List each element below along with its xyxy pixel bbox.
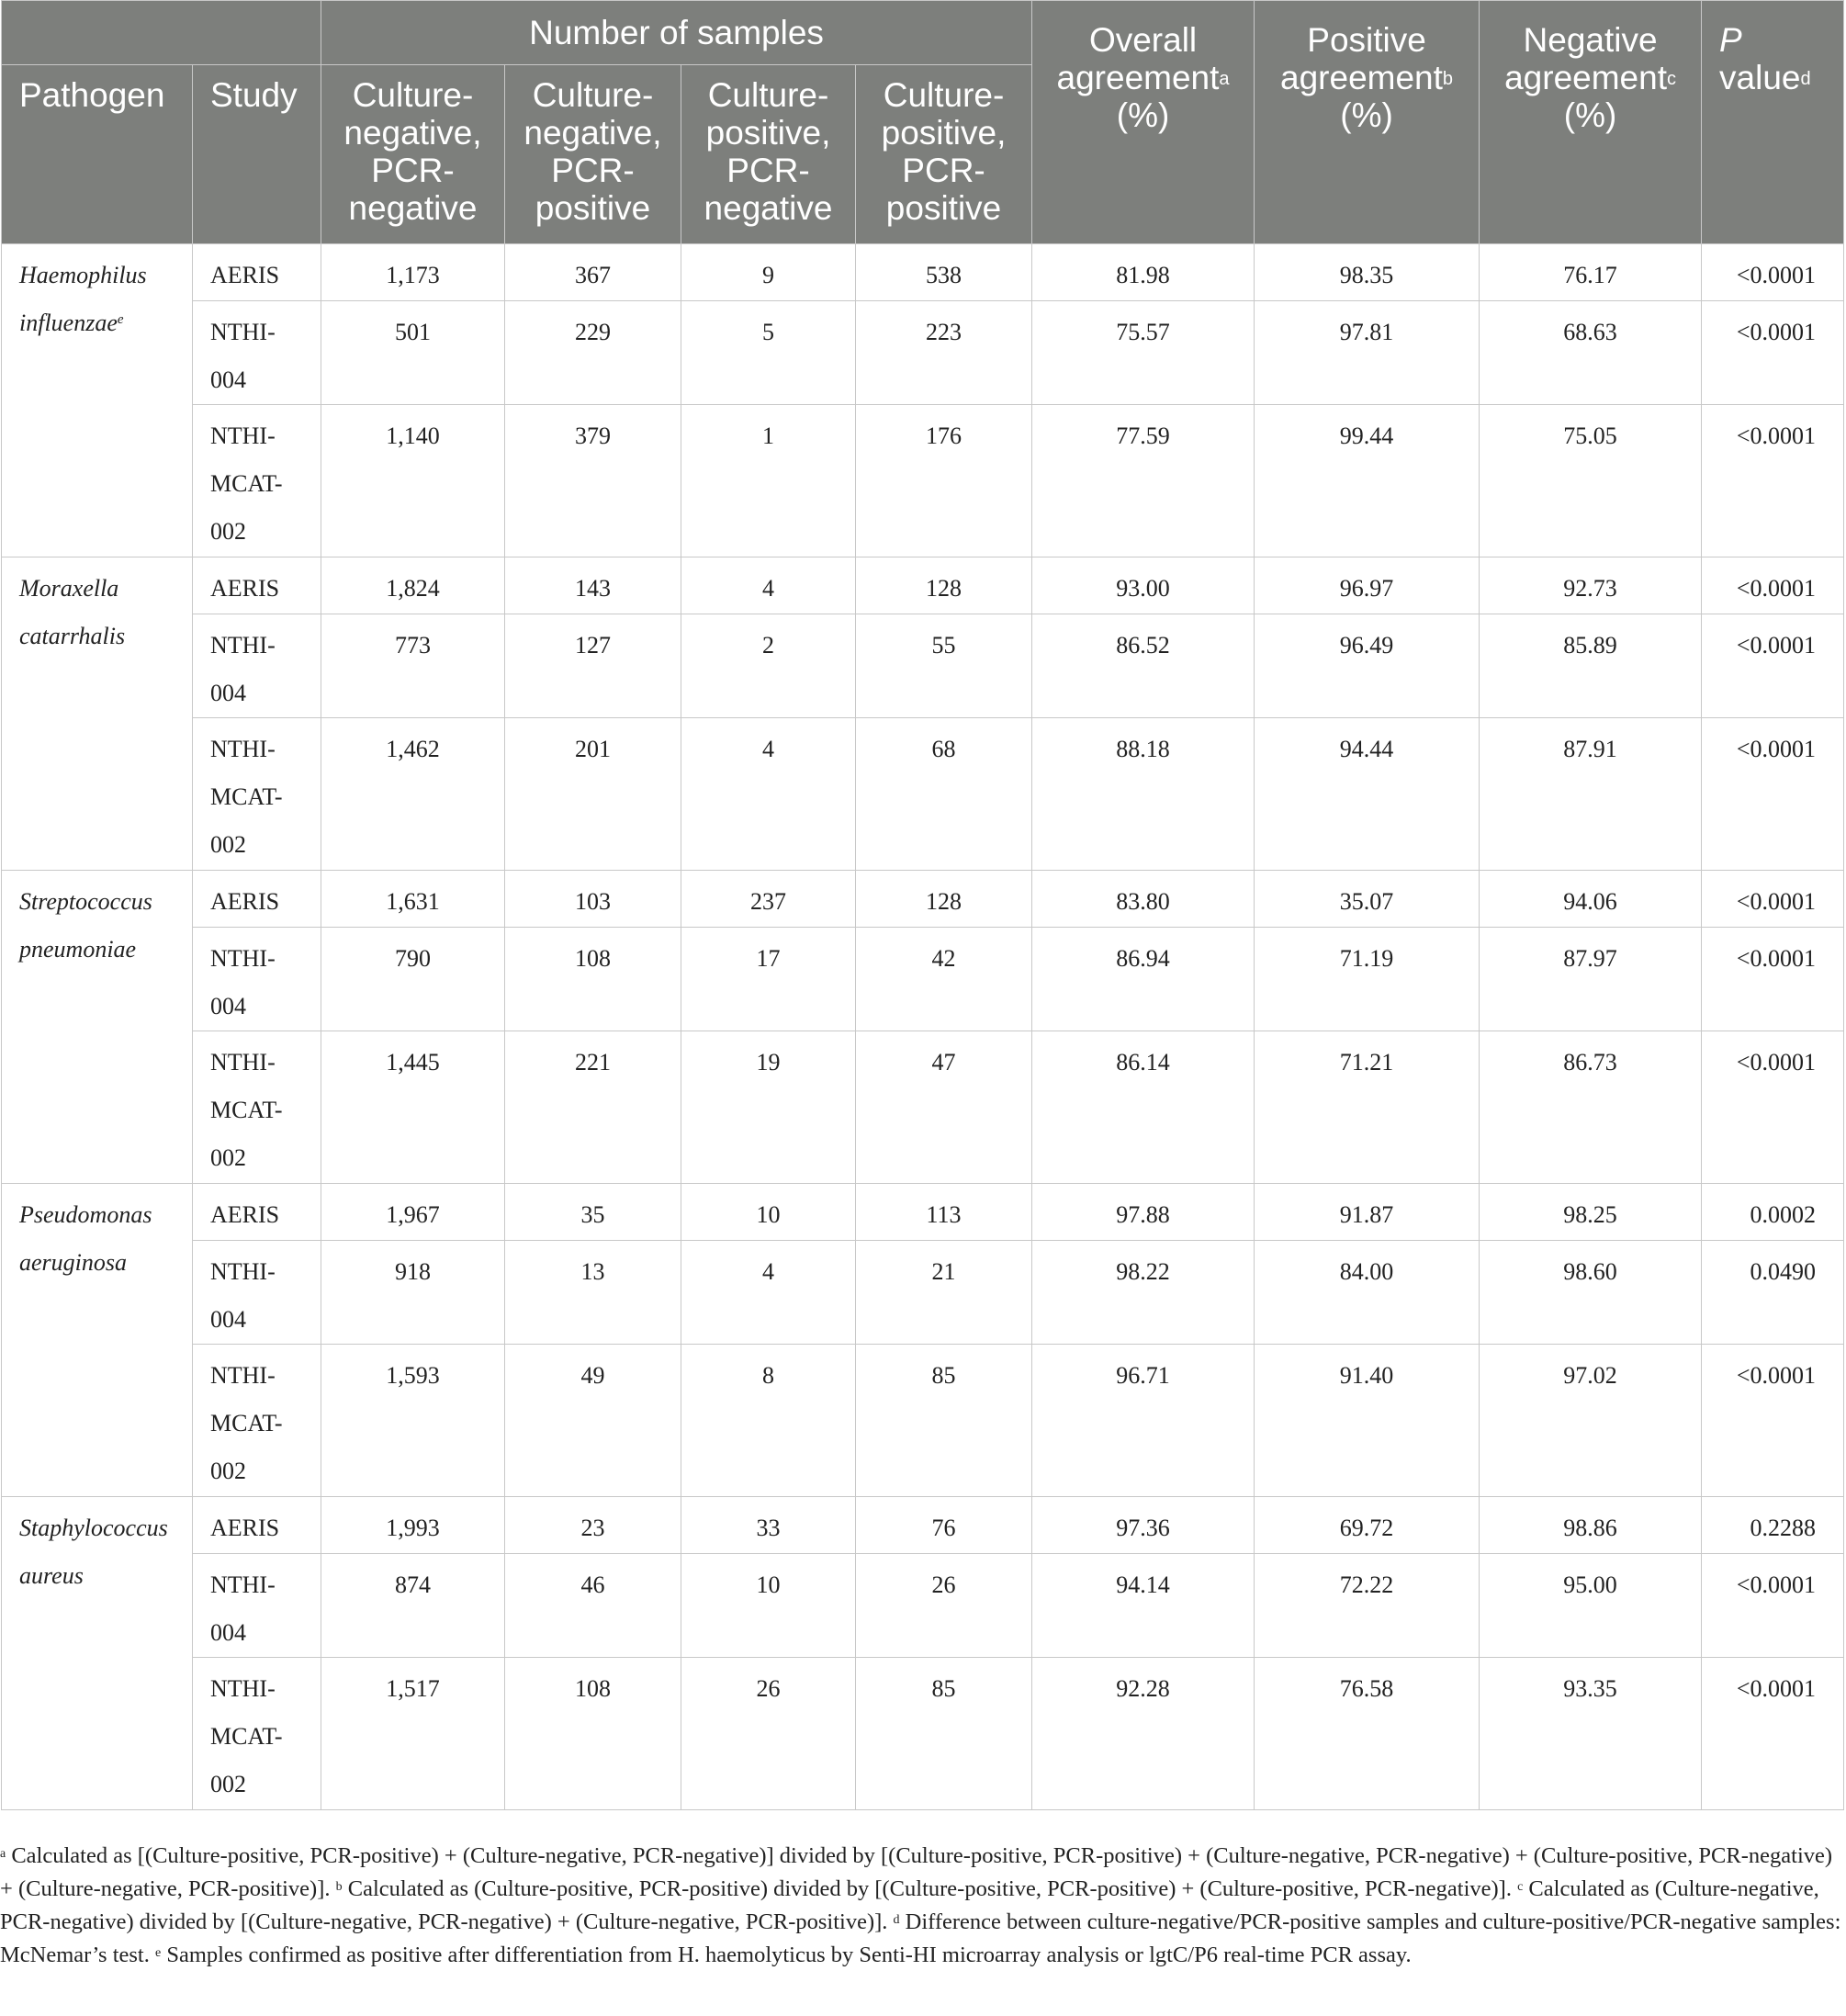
value-cell: 128 [856,871,1032,928]
table-row [2,871,1844,928]
pathogen-cell: Pseudomonas aeruginosa [2,1184,193,1497]
value-cell: 97.81 [1255,301,1480,405]
value-cell: 128 [856,557,1032,614]
value-cell: 113 [856,1184,1032,1241]
value-cell: 773 [321,614,505,718]
value-cell: 42 [856,928,1032,1031]
value-cell: 1,967 [321,1184,505,1241]
value-cell: 68.63 [1480,301,1702,405]
value-cell: 1,140 [321,405,505,557]
value-cell: <0.0001 [1702,928,1844,1031]
value-cell: 2 [681,614,856,718]
study-cell: AERIS [193,1184,321,1241]
table-row [2,928,1844,1031]
pathogen-cell: Haemophilus influenzae$^e$ [2,244,193,557]
table-row [2,1184,1844,1241]
value-cell: 1,631 [321,871,505,928]
value-cell: 918 [321,1241,505,1345]
study-cell: NTHI- MCAT- 002 [193,718,321,871]
value-cell: 367 [505,244,681,301]
footnote-c: $^c$ Calculated as (Culture-negative, PCR-negative) divided by [(Culture-negative, PCR-negative) + (Culture-negative, PCR-positive)]. [0,1876,1819,1934]
header-overall-agreement: Overall agreement$^a$ (%) [1032,1,1255,244]
table-row [2,718,1844,871]
study-cell: NTHI- MCAT- 002 [193,1345,321,1497]
value-cell: 76 [856,1497,1032,1554]
value-cell: 93.35 [1480,1658,1702,1810]
header-study: Study [193,65,321,244]
header-negative-agreement: Negative agreement$^c$ (%) [1480,1,1702,244]
value-cell: 92.28 [1032,1658,1255,1810]
value-cell: 1,462 [321,718,505,871]
value-cell: 83.80 [1032,871,1255,928]
value-cell: 96.49 [1255,614,1480,718]
value-cell: 176 [856,405,1032,557]
value-cell: 5 [681,301,856,405]
header-sample-col: Culture- negative, PCR- negative [321,65,505,244]
value-cell: 87.97 [1480,928,1702,1031]
value-cell: 96.97 [1255,557,1480,614]
value-cell: 127 [505,614,681,718]
value-cell: 91.87 [1255,1184,1480,1241]
value-cell: 26 [856,1554,1032,1658]
value-cell: 9 [681,244,856,301]
value-cell: 87.91 [1480,718,1702,871]
value-cell: 10 [681,1554,856,1658]
value-cell: 98.25 [1480,1184,1702,1241]
value-cell: <0.0001 [1702,244,1844,301]
table-row [2,244,1844,301]
value-cell: 69.72 [1255,1497,1480,1554]
study-cell: AERIS [193,557,321,614]
value-cell: 0.2288 [1702,1497,1844,1554]
value-cell: 94.44 [1255,718,1480,871]
study-cell: NTHI- MCAT- 002 [193,1658,321,1810]
header-blank [2,1,321,65]
table-row [2,1497,1844,1554]
value-cell: 33 [681,1497,856,1554]
value-cell: 91.40 [1255,1345,1480,1497]
value-cell: 221 [505,1031,681,1184]
header-sample-col: Culture- positive, PCR- positive [856,65,1032,244]
value-cell: 98.22 [1032,1241,1255,1345]
value-cell: 229 [505,301,681,405]
pathogen-cell: Staphylococcus aureus [2,1497,193,1810]
study-cell: AERIS [193,1497,321,1554]
value-cell: 49 [505,1345,681,1497]
value-cell: 99.44 [1255,405,1480,557]
study-cell: NTHI- 004 [193,614,321,718]
value-cell: 35 [505,1184,681,1241]
table-row [2,1031,1844,1184]
value-cell: 790 [321,928,505,1031]
value-cell: 201 [505,718,681,871]
value-cell: 55 [856,614,1032,718]
value-cell: 379 [505,405,681,557]
value-cell: <0.0001 [1702,1658,1844,1810]
table-row [2,301,1844,405]
value-cell: 26 [681,1658,856,1810]
value-cell: <0.0001 [1702,301,1844,405]
value-cell: <0.0001 [1702,871,1844,928]
value-cell: 85.89 [1480,614,1702,718]
value-cell: 538 [856,244,1032,301]
value-cell: 1,993 [321,1497,505,1554]
value-cell: 1,824 [321,557,505,614]
value-cell: 237 [681,871,856,928]
pathogen-cell: Moraxella catarrhalis [2,557,193,871]
study-cell: NTHI- 004 [193,928,321,1031]
value-cell: 98.60 [1480,1241,1702,1345]
value-cell: 95.00 [1480,1554,1702,1658]
value-cell: 81.98 [1032,244,1255,301]
value-cell: 1,445 [321,1031,505,1184]
pathogen-cell: Streptococcus pneumoniae [2,871,193,1184]
value-cell: <0.0001 [1702,718,1844,871]
study-cell: NTHI- MCAT- 002 [193,1031,321,1184]
value-cell: 88.18 [1032,718,1255,871]
value-cell: 75.57 [1032,301,1255,405]
value-cell: 86.14 [1032,1031,1255,1184]
header-sample-col: Culture- negative, PCR- positive [505,65,681,244]
table-row [2,405,1844,557]
value-cell: 76.17 [1480,244,1702,301]
value-cell: 4 [681,557,856,614]
study-cell: AERIS [193,871,321,928]
table-row [2,1554,1844,1658]
value-cell: 19 [681,1031,856,1184]
header-p-value: P value$^d$ [1702,1,1844,244]
value-cell: <0.0001 [1702,405,1844,557]
value-cell: 86.52 [1032,614,1255,718]
value-cell: 97.88 [1032,1184,1255,1241]
value-cell: 10 [681,1184,856,1241]
value-cell: 84.00 [1255,1241,1480,1345]
value-cell: 23 [505,1497,681,1554]
value-cell: 4 [681,718,856,871]
value-cell: 223 [856,301,1032,405]
value-cell: 98.86 [1480,1497,1702,1554]
value-cell: <0.0001 [1702,1031,1844,1184]
footnote-a: $^a$ Calculated as [(Culture-positive, PCR-positive) + (Culture-negative, PCR-negative)] divided by [(Culture-positive, PCR-positive) + (Culture-negative, PCR-negative) + (Culture-positive, PCR-negative) + (Culture-negative, PCR-positive)]. [0,1843,1833,1901]
value-cell: <0.0001 [1702,614,1844,718]
header-positive-agreement: Positive agreement$^b$ (%) [1255,1,1480,244]
footnotes [0,1840,1841,1972]
value-cell: 0.0002 [1702,1184,1844,1241]
value-cell: 94.06 [1480,871,1702,928]
value-cell: 47 [856,1031,1032,1184]
value-cell: 21 [856,1241,1032,1345]
footnote-e: $^e$ Samples confirmed as positive after differentiation from H. haemolyticus by Senti-HI microarray analysis or lgtC/P6 real-time PCR assay. [154,1943,1412,1967]
value-cell: 8 [681,1345,856,1497]
value-cell: 85 [856,1345,1032,1497]
value-cell: 94.14 [1032,1554,1255,1658]
value-cell: 71.19 [1255,928,1480,1031]
value-cell: 98.35 [1255,244,1480,301]
header-number-of-samples: Number of samples [321,1,1032,65]
value-cell: 501 [321,301,505,405]
agreement-table [1,0,1844,1810]
value-cell: 108 [505,928,681,1031]
value-cell: 68 [856,718,1032,871]
value-cell: 1,593 [321,1345,505,1497]
value-cell: 1,173 [321,244,505,301]
study-cell: NTHI- MCAT- 002 [193,405,321,557]
table-row [2,1658,1844,1810]
value-cell: 97.36 [1032,1497,1255,1554]
table-body [2,244,1844,1810]
study-cell: NTHI- 004 [193,301,321,405]
value-cell: 1,517 [321,1658,505,1810]
value-cell: 92.73 [1480,557,1702,614]
value-cell: 96.71 [1032,1345,1255,1497]
study-cell: AERIS [193,244,321,301]
value-cell: 86.73 [1480,1031,1702,1184]
value-cell: 77.59 [1032,405,1255,557]
table-row [2,1345,1844,1497]
value-cell: 143 [505,557,681,614]
table-row [2,1241,1844,1345]
header-pathogen: Pathogen [2,65,193,244]
table-row [2,557,1844,614]
value-cell: 4 [681,1241,856,1345]
value-cell: <0.0001 [1702,557,1844,614]
value-cell: 35.07 [1255,871,1480,928]
table-row [2,614,1844,718]
value-cell: 97.02 [1480,1345,1702,1497]
value-cell: <0.0001 [1702,1345,1844,1497]
footnote-d: $^d$ Difference between culture-negative/PCR-positive samples and culture-positive/PCR-negative samples: McNemar’s test. [0,1909,1841,1967]
value-cell: 93.00 [1032,557,1255,614]
value-cell: <0.0001 [1702,1554,1844,1658]
table-header [2,1,1844,244]
value-cell: 0.0490 [1702,1241,1844,1345]
study-cell: NTHI- 004 [193,1554,321,1658]
value-cell: 17 [681,928,856,1031]
value-cell: 76.58 [1255,1658,1480,1810]
value-cell: 13 [505,1241,681,1345]
value-cell: 71.21 [1255,1031,1480,1184]
header-sample-col: Culture- positive, PCR- negative [681,65,856,244]
value-cell: 1 [681,405,856,557]
value-cell: 108 [505,1658,681,1810]
value-cell: 75.05 [1480,405,1702,557]
value-cell: 874 [321,1554,505,1658]
footnote-b: $^b$ Calculated as (Culture-positive, PCR-positive) divided by [(Culture-positive, PCR-positive) + (Culture-positive, PCR-negative)]. [335,1876,1512,1901]
study-cell: NTHI- 004 [193,1241,321,1345]
value-cell: 103 [505,871,681,928]
value-cell: 46 [505,1554,681,1658]
value-cell: 86.94 [1032,928,1255,1031]
value-cell: 85 [856,1658,1032,1810]
value-cell: 72.22 [1255,1554,1480,1658]
